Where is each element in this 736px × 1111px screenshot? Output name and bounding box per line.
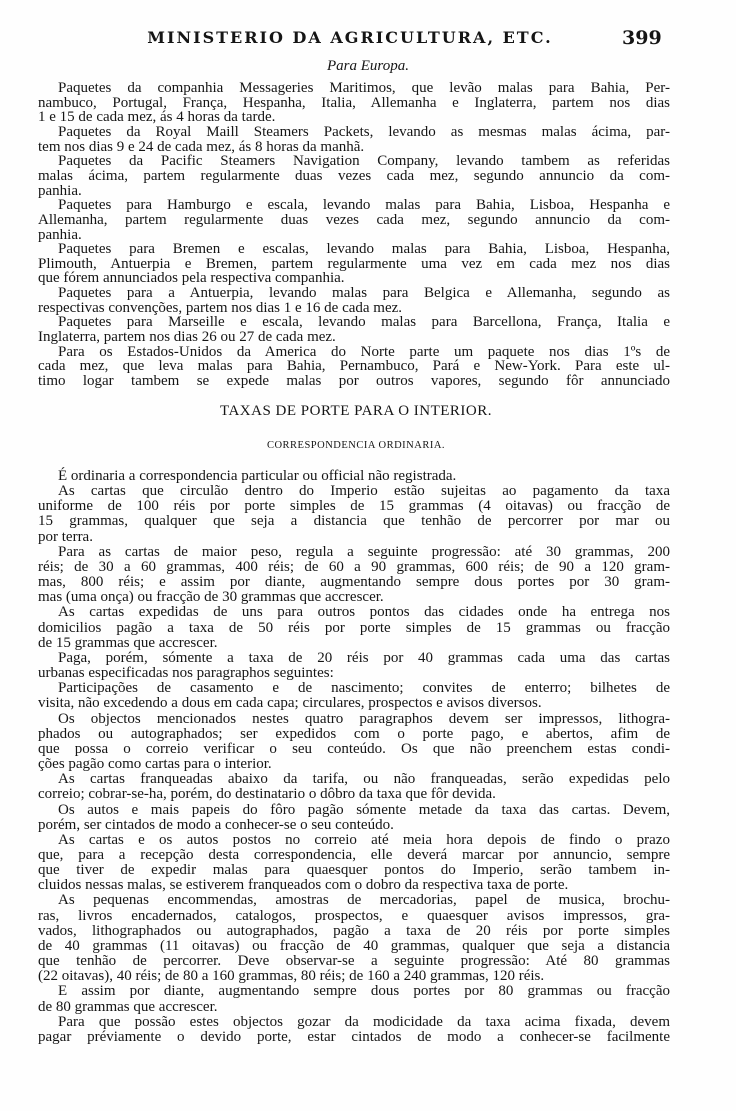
text-line: Os autos e mais papeis do fôro pagão sómente metade da taxa das cartas. Devem, xyxy=(58,801,670,818)
text-line: cada mez, que leva malas para Bahia, Pernambuco, Pará e New-York. Para este ul- xyxy=(38,358,670,375)
text-line: As cartas que circulão dentro do Imperio estão sujeitas ao pagamento da taxa xyxy=(58,483,670,500)
text-line: panhia. xyxy=(38,226,82,243)
section-title-taxas: TAXAS DE PORTE PARA O INTERIOR. xyxy=(219,403,493,419)
text-line: visita, não excedendo a dous em cada capa; circulares, prospectos e avisos diversos. xyxy=(38,695,542,712)
text-line: 15 grammas, qualquer que seja a distancia que tenhão de percorrer por mar ou xyxy=(38,513,670,530)
text-line: correio; cobrar-se-ha, porém, do destinatario o dôbro da taxa que fôr devida. xyxy=(38,786,496,803)
text-line: mas, 800 réis; e assim por diante, augmentando sempre dous portes por 30 gram- xyxy=(38,574,670,591)
text-line: domicilios pagão a taxa de 50 réis por porte simples de 15 grammas ou fracção xyxy=(38,619,670,636)
section-subtitle-para-europa: Para Europa. xyxy=(327,58,409,74)
text-line: urbanas especificadas nos paragraphos seguintes: xyxy=(38,665,334,682)
text-line: Paquetes da Royal Maill Steamers Packets, levando as mesmas malas ácima, par- xyxy=(58,123,670,140)
text-line: Os objectos mencionados nestes quatro paragraphos devem ser impressos, lithogra- xyxy=(58,710,670,727)
text-line: cluidos nessas malas, se estiverem franqueados com o dobro da respectiva taxa de porte. xyxy=(38,877,569,894)
text-line: por terra. xyxy=(38,528,93,545)
running-title: MINISTERIO DA AGRICULTURA, ETC. xyxy=(147,28,553,47)
text-line: nambuco, Portugal, França, Hespanha, Italia, Allemanha e Inglaterra, partem nos dias xyxy=(38,94,670,111)
text-line: As cartas e os autos postos no correio até meia hora depois de findo o prazo xyxy=(58,831,670,848)
text-line: de 40 grammas (11 oitavas) ou fracção de 40 grammas, qualquer que seja a distancia xyxy=(38,937,670,954)
subsection-title-correspondencia: CORRESPONDENCIA ORDINARIA. xyxy=(266,440,446,451)
text-line: que possa o correio verificar o seu conteúdo. Os que não preenchem estas condi- xyxy=(38,740,670,757)
text-line: que tenhão de percorrer. Deve observar-se a seguinte progressão: Até 80 grammas xyxy=(38,953,670,970)
page-number: 399 xyxy=(622,27,662,49)
text-line: que tiver de expedir malas para quaesquer pontos do Imperio, serão tambem in- xyxy=(38,862,670,879)
text-line: de 15 grammas que accrescer. xyxy=(38,634,218,651)
text-line: Para que possão estes objectos gozar da modicidade da taxa acima fixada, devem xyxy=(58,1013,670,1030)
text-line: panhia. xyxy=(38,182,82,199)
text-line: Paquetes para Bremen e escalas, levando malas para Bahia, Lisboa, Hespanha, xyxy=(58,241,670,258)
text-line: Paquetes da Pacific Steamers Navigation Company, levando tambem as referidas xyxy=(58,153,670,170)
text-line: phados ou autographados; ser expedidos com o porte pago, e abertos, afim de xyxy=(38,725,670,742)
text-line: que, para a recepção desta correspondencia, elle deverá marcar por annuncio, sempre xyxy=(38,847,670,863)
text-line: Allemanha, partem regularmente duas vezes cada mez, segundo annuncio da com- xyxy=(38,211,670,228)
text-line: Inglaterra, partem nos dias 26 ou 27 de cada mez. xyxy=(38,329,336,346)
text-line: Plimouth, Antuerpia e Bremen, partem regularmente uma vez em cada mez nos dias xyxy=(38,255,670,272)
text-line: As pequenas encommendas, amostras de mercadorias, papel de musica, brochu- xyxy=(58,892,670,909)
text-line: mas (uma onça) ou fracção de 30 grammas que accrescer. xyxy=(38,589,384,606)
text-line: réis; de 30 a 60 grammas, 400 réis; de 60 a 90 grammas, 600 réis; de 90 a 120 gram- xyxy=(38,558,670,575)
text-line: Paquetes da companhia Messageries Maritimos, que levão malas para Bahia, Per- xyxy=(58,80,670,96)
text-line: ras, livros encadernados, catalogos, prospectos, e quaesquer avisos impressos, gra- xyxy=(38,907,670,924)
text-line: As cartas expedidas de uns para outros pontos das cidades onde ha entrega nos xyxy=(58,604,670,621)
text-line: Para as cartas de maior peso, regula a seguinte progressão: até 30 grammas, 200 xyxy=(58,543,670,560)
text-line: E assim por diante, augmentando sempre dous portes por 80 grammas ou fracção xyxy=(58,983,670,1000)
text-line: tem nos dias 9 e 24 de cada mez, ás 8 horas da manhã. xyxy=(38,138,365,155)
text-line: Paquetes para Marseille e escala, levando malas para Barcellona, França, Italia e xyxy=(58,314,670,331)
text-line: As cartas franqueadas abaixo da tarifa, ou não franqueadas, serão expedidas pelo xyxy=(58,771,670,788)
text-line: uniforme de 100 réis por porte simples de 15 grammas (4 oitavas) ou fracção de xyxy=(38,498,670,515)
text-line: que fórem annunciados pela respectiva companhia. xyxy=(38,270,345,287)
text-line: Paga, porém, sómente a taxa de 20 réis por 40 grammas cada uma das cartas xyxy=(58,649,670,666)
text-line: Participações de casamento e de nascimento; convites de enterro; bilhetes de xyxy=(58,680,670,697)
text-line: ções pagão como cartas para o interior. xyxy=(38,756,272,773)
text-line: Para os Estados-Unidos da America do Norte parte um paquete nos dias 1ºs de xyxy=(58,343,670,360)
text-line: vados, lithographados ou autographados, pagão a taxa de 20 réis por porte simples xyxy=(38,922,670,939)
text-line: É ordinaria a correspondencia particular ou official não registrada. xyxy=(58,468,457,484)
text-line: 1 e 15 de cada mez, ás 4 horas da tarde. xyxy=(38,109,276,126)
text-line: porém, ser cintados de modo a conhecer-se o seu conteúdo. xyxy=(38,816,394,833)
text-line: Paquetes para a Antuerpia, levando malas para Belgica e Allemanha, segundo as xyxy=(58,285,670,302)
text-line: malas ácima, partem regularmente duas vezes cada mez, segundo annuncio da com- xyxy=(38,167,670,184)
text-line: pagar préviamente o devido porte, estar cintados de modo a conhecer-se facilmente xyxy=(38,1028,670,1045)
text-line: respectivas convenções, partem nos dias 1 e 16 de cada mez. xyxy=(38,299,403,316)
text-line: (22 oitavas), 40 réis; de 80 a 160 grammas, 80 réis; de 160 a 240 grammas, 120 réis. xyxy=(38,968,545,985)
text-line: de 80 grammas que accrescer. xyxy=(38,998,218,1015)
text-line: Paquetes para Hamburgo e escala, levando malas para Bahia, Lisboa, Hespanha e xyxy=(58,197,670,214)
text-line: timo logar tambem se expede malas por outros vapores, segundo fôr annunciado xyxy=(38,373,670,389)
